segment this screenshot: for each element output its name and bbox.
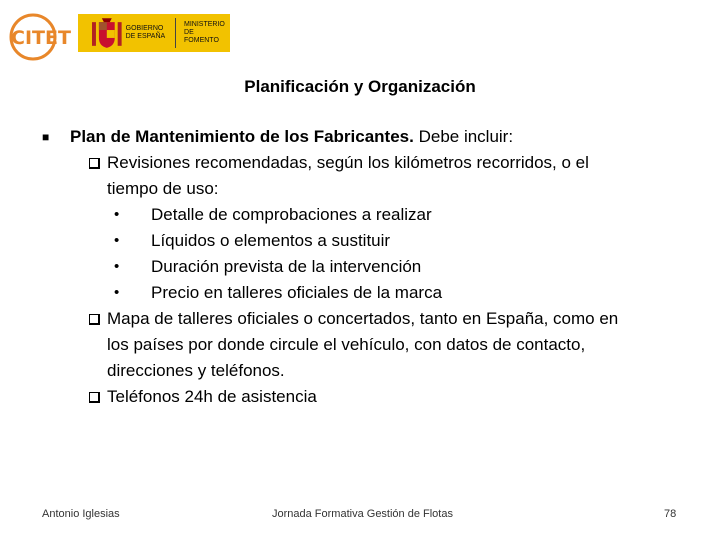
gov-logo-text: GOBIERNO DE ESPAÑA (125, 25, 166, 40)
sub-item-line: Mapa de talleres oficiales o concertados, tanto en España, como en (107, 309, 619, 328)
checkbox-bullet-icon (89, 392, 100, 403)
list-item: Precio en talleres oficiales de la marca (151, 283, 443, 302)
citet-logo (6, 10, 71, 60)
dot-bullet-icon: • (114, 258, 120, 275)
page-number: 78 (664, 508, 677, 520)
ministry-logo-text: MINISTERIO DE FOMENTO (184, 21, 225, 44)
dot-bullet-icon: • (114, 284, 120, 301)
slide-title: Planificación y Organización (244, 77, 476, 96)
sub-item-line: direcciones y teléfonos. (107, 361, 285, 380)
main-item-rest: Debe incluir: (413, 127, 514, 146)
list-item: Duración prevista de la intervención (151, 257, 422, 276)
footer-event: Jornada Formativa Gestión de Flotas (272, 508, 453, 520)
dot-bullet-icon: • (114, 232, 120, 249)
sub-item-line: los países por donde circule el vehículo, con datos de contacto, (107, 335, 586, 354)
gobierno-ministerio-logo (78, 14, 230, 52)
list-item: Detalle de comprobaciones a realizar (151, 205, 432, 224)
sub-item-line: tiempo de uso: (107, 179, 219, 198)
footer-author: Antonio Iglesias (42, 508, 120, 520)
checkbox-bullet-icon (89, 314, 100, 325)
list-item: Líquidos o elementos a sustituir (151, 231, 391, 250)
main-item-bold: Plan de Mantenimiento de los Fabricantes. (70, 127, 414, 146)
sub-item-line: Teléfonos 24h de asistencia (107, 387, 317, 406)
sub-item-line: Revisiones recomendadas, según los kilómetros recorridos, o el (107, 153, 589, 172)
main-item (70, 124, 513, 150)
coat-of-arms-icon (92, 16, 122, 50)
dot-bullet-icon: • (114, 206, 120, 223)
checkbox-bullet-icon (89, 158, 100, 169)
logo-divider (175, 18, 176, 48)
citet-logo-text: CITET (11, 27, 71, 49)
square-bullet-icon: ■ (42, 130, 50, 144)
